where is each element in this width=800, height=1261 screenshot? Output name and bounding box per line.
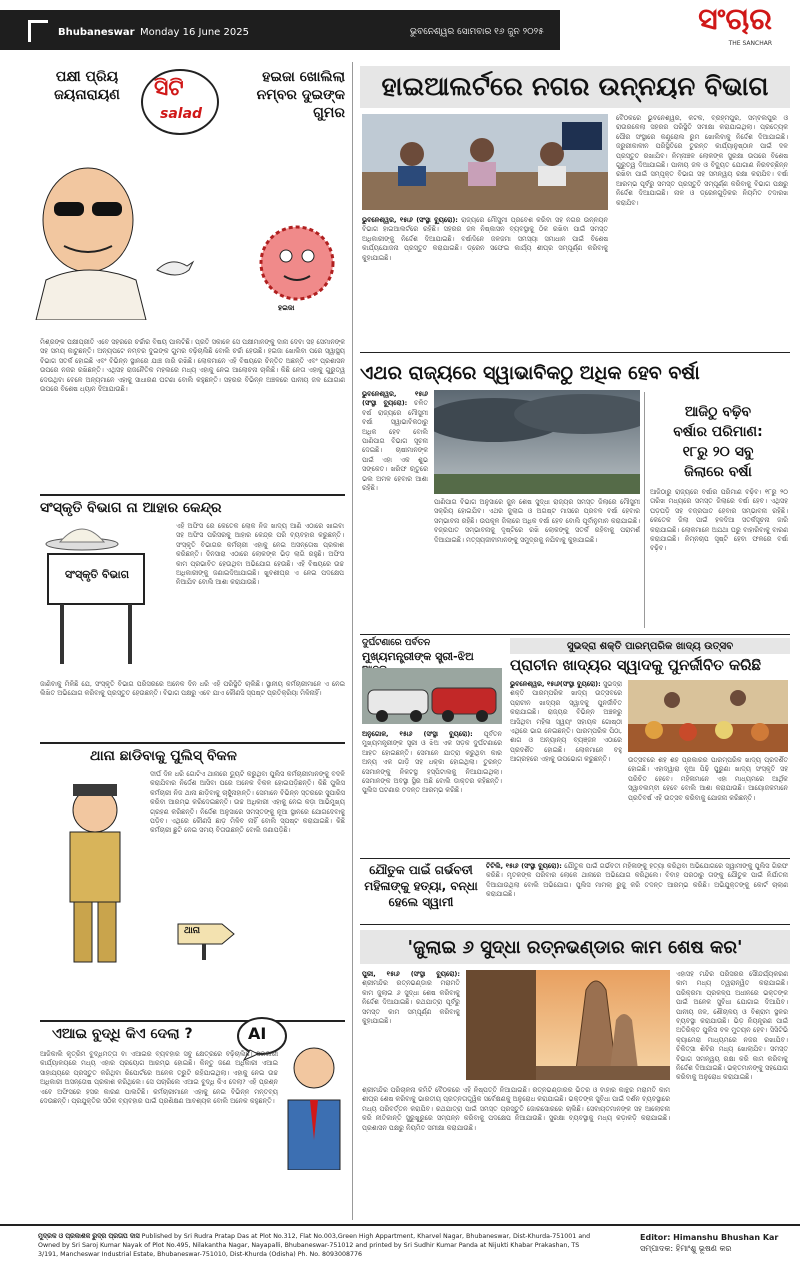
rain-divider xyxy=(644,392,645,628)
header-odia-date: ଭୁବନେଶ୍ୱର ସୋମବାର ୧୬ ଜୁନ ୨୦୨୫ xyxy=(410,27,544,37)
accident-photo xyxy=(362,668,502,724)
side-head-1: ଆଜିଠୁ ବଢ଼ିବ xyxy=(684,404,752,420)
ai-man-cartoon xyxy=(280,1040,348,1170)
sign-text: ସଂସ୍କୃତି ବିଭାଗ xyxy=(64,568,130,581)
urban-body-b: ବୈଠକରେ ଭୁବନେଶ୍ୱର, କଟକ, ବ୍ରହ୍ମପୁର, ସମ୍ବଲପୁର ଓ ରାଉରକେଲା ସହରର ପରିସ୍ଥିତି ସମୀକ୍ଷା କରାଯାଇଥିଲା। ପ୍ରତ୍ୟେକ ପୌର ସଂସ୍ଥାରେ କଣ୍ଟ୍ରୋଲ ରୁମ ଖୋଲିବାକୁ ନିର୍ଦ୍ଦେଶ ଦିଆଯାଇଛି। ଜରୁରୀକାଳୀନ ପରିସ୍ଥିତିରେ ତୁରନ୍ତ କାର୍ଯ୍ୟାନୁଷ୍ଠାନ ପାଇଁ ଦଳ ପ୍ରସ୍ତୁତ ରଖାଯିବ। ନିମ୍ନାଞ୍ଚଳ ଲୋକଙ୍କ ସୁରକ୍ଷା ଉପରେ ବିଶେଷ ଗୁରୁତ୍ୱ ଦିଆଯାଇଛି। ପାନୀୟ ଜଳ ଓ ବିଦ୍ୟୁତ ଯୋଗାଣ ନିରବଚ୍ଛିନ୍ନ ରଖିବା ପାଇଁ ସମ୍ପୃକ୍ତ ବିଭାଗ ସହ ସମନ୍ୱୟ ରକ୍ଷା କରାଯିବ। ବର୍ଷା ଆରମ୍ଭ ପୂର୍ବରୁ ସମସ୍ତ ପ୍ରସ୍ତୁତି ସମ୍ପୂର୍ଣ୍ଣ କରିବାକୁ ବିଭାଗ ପକ୍ଷରୁ ନିର୍ଦ୍ଦେଶ ଦିଆଯାଇଛି। ନାଳ ଓ ଡ୍ରେନଗୁଡ଼ିକର ନିୟମିତ ତଦାରଖ କରାଯିବ। xyxy=(616,114,788,207)
food-headline: ପ୍ରାଚୀନ ଖାଦ୍ୟର ସ୍ୱାଦକୁ ପୁନର୍ଜୀବିତ କରିଛି xyxy=(510,656,762,674)
rain-body-b: ପାଣିପାଗ ବିଭାଗ ଅନୁସାରେ ଜୁନ ଶେଷ ସୁଦ୍ଧା ରାଜ୍ୟର ସମସ୍ତ ଜିଲାରେ ମୌସୁମୀ ସକ୍ରିୟ ହୋଇଯିବ। ଏଥର ଜୁଲାଇ ଓ ଅଗଷ୍ଟ ମାସରେ ପ୍ରବଳ ବର୍ଷା ହେବାର ସମ୍ଭାବନା ରହିଛି। ଉପକୂଳ ଜିଲାରେ ଅଧିକ ବର୍ଷା ହେବ ବୋଲି ପୂର୍ବାନୁମାନ କରାଯାଇଛି। ବଜ୍ରପାତ ସମ୍ଭାବନାକୁ ଦୃଷ୍ଟିରେ ରଖି ଲୋକଙ୍କୁ ସତର୍କ ରହିବାକୁ ପରାମର୍ଶ ଦିଆଯାଇଛି। ମତ୍ସ୍ୟଜୀବୀମାନଙ୍କୁ ସମୁଦ୍ରକୁ ନଯିବାକୁ କୁହାଯାଇଛି। xyxy=(434,498,640,544)
side-head-3: ୧୮ରୁ ୨୦ ସବୁ xyxy=(682,444,754,460)
imprint-odia: ମୁଦ୍ରକ ଓ ପ୍ରକାଶକ ରୁଦ୍ର ପ୍ରତାପ ଦାସ xyxy=(38,1233,140,1240)
imprint-text: Published by Sri Rudra Pratap Das at Plot No.312, Flat No.003,Green High Appartment, Kharvel Nagar, Bhubaneswar, Dist-Khurda-751001 and Owned by Sri Saroj Kumar Nayak of Plot No.495, Nilakantha Nagar, Nayapalli, Bhubaneswar-751012 and printed by Sri Sudhir Kumar Panda at Nijukti Khabar Prakashan, TS 3/191, Mancheswar Industrial Estate, Bhubaneswar-751010, Dist-Khurda (Odisha) Ph. No. 8093008776 xyxy=(38,1233,591,1258)
meeting-photo xyxy=(362,114,608,210)
germ-icon xyxy=(252,218,342,318)
masthead xyxy=(560,0,800,55)
sec1-rule xyxy=(40,494,345,496)
sec4-body: ଆଜିକାଲି କୃତ୍ରିମ ବୁଦ୍ଧିମତ୍ତା ବା ଏଆଇର ବ୍ୟବହାର ସବୁ କ୍ଷେତ୍ରରେ ବଢ଼ିଚାଲିଛି। ସରକାରୀ କାର୍ଯ୍ୟାଳୟରେ ମଧ୍ୟ ଏହାର ପ୍ରୟୋଗ ଆରମ୍ଭ ହୋଇଛି। କିନ୍ତୁ ଜଣେ ଅଧିକାରୀ ଏଆଇ ସାହାଯ୍ୟରେ ପ୍ରସ୍ତୁତ କରିଥିବା ରିପୋର୍ଟରେ ଅନେକ ତ୍ରୁଟି ରହିଯାଇଥିଲା। ଏହାକୁ ନେଇ ଉଚ୍ଚ ଅଧିକାରୀ ଅସନ୍ତୋଷ ପ୍ରକାଶ କରିଥିଲେ। ସେ ପଚାରିଲେ ଏଆଇ ବୁଦ୍ଧି କିଏ ଦେଲା? ଏହି ପ୍ରଶ୍ନ ଏବେ ଅଫିସରେ ହସର କାରଣ ପାଲଟିଛି। କର୍ମଚାରୀମାନେ ଏହାକୁ ନେଇ ବିଭିନ୍ନ ମନ୍ତବ୍ୟ ଦେଉଛନ୍ତି। ପ୍ରଯୁକ୍ତିର ସଠିକ ବ୍ୟବହାର ପାଇଁ ପ୍ରଶିକ୍ଷଣ ଆବଶ୍ୟକ ବୋଲି ଅନେକ କହୁଛନ୍ତି। xyxy=(40,1050,278,1106)
cholera-germ-cartoon xyxy=(252,218,342,318)
haija-label: ହଇଜା xyxy=(278,304,295,312)
food-body-a: ଭୁବନେଶ୍ୱର, ୧୫ା୬(ସଂସ୍ଥା ବ୍ୟୁରୋ): ସୁଭଦ୍ରା ଶକ୍ତି ପାରମ୍ପରିକ ଖାଦ୍ୟ ଉତ୍ସବରେ ପ୍ରାଚୀନ ଖାଦ୍ୟର ସ୍ୱାଦକୁ ପୁନର୍ଜୀବିତ କରାଯାଇଛି। ରାଜ୍ୟର ବିଭିନ୍ନ ଅଞ୍ଚଳରୁ ଆସିଥିବା ମହିଳା ସ୍ୱୟଂ ସହାୟକ ଗୋଷ୍ଠୀ ଏଥିରେ ଭାଗ ନେଇଛନ୍ତି। ପାରମ୍ପରିକ ପିଠା, ଶାଗ ଓ ଅନ୍ୟାନ୍ୟ ବ୍ୟଞ୍ଜନ ଏଠାରେ ପ୍ରଦର୍ଶିତ ହୋଇଛି। ଲୋକମାନେ ବହୁ ଆଗ୍ରହରେ ଏହାକୁ ଉପଭୋଗ କରୁଛନ୍ତି। xyxy=(510,680,622,764)
sec1-title-right xyxy=(230,68,345,122)
paper-logo-icon xyxy=(28,20,48,42)
food-photo xyxy=(628,680,788,752)
sec2-title: ସଂସ୍କୃତି ବିଭାଗ ନା ଆହାର କେନ୍ଦ୍ର xyxy=(40,500,222,516)
city-salad-en: salad xyxy=(160,106,203,122)
man-cartoon-icon xyxy=(26,150,156,320)
sec2-rule xyxy=(40,742,345,744)
food-kicker: ସୁଭଦ୍ରା ଶକ୍ତି ପାରମ୍ପରିକ ଖାଦ୍ୟ ଉତ୍ସବ xyxy=(510,638,790,654)
signboard-icon xyxy=(46,548,146,668)
temple-body-b: ଶ୍ରୀମନ୍ଦିର ପରିଚାଳନା କମିଟି ବୈଠକରେ ଏହି ନିଷ୍ପତ୍ତି ନିଆଯାଇଛି। ରତ୍ନଭଣ୍ଡାରର ଭିତର ଓ ବାହାର କାନ୍ଥର ମରାମତି କାମ ଶୀଘ୍ର ଶେଷ କରିବାକୁ ଭାରତୀୟ ପ୍ରତ୍ନତାତ୍ତ୍ୱିକ ସର୍ବେକ୍ଷଣକୁ ଅନୁରୋଧ କରାଯାଇଛି। ଭକ୍ତଙ୍କ ସୁବିଧା ପାଇଁ ଦର୍ଶନ ବ୍ୟବସ୍ଥାରେ ମଧ୍ୟ ପରିବର୍ତ୍ତନ କରାଯିବ। ରଥଯାତ୍ରା ପାଇଁ ସମସ୍ତ ପ୍ରସ୍ତୁତି ଜୋରସୋରରେ ଚାଲିଛି। ସେବାୟତମାନଙ୍କ ସହ ଆଲୋଚନା କରି ନୀତିକାନ୍ତି ସୁରୁଖୁରୁରେ ସମ୍ପନ୍ନ କରିବାକୁ ପଦକ୍ଷେପ ନିଆଯାଉଛି। ସୁରକ୍ଷା ବ୍ୟବସ୍ଥାକୁ ମଧ୍ୟ କଡ଼ାକଡ଼ି କରାଯାଇଛି। ପ୍ରଶାସନ ପକ୍ଷରୁ ନିୟମିତ ସମୀକ୍ଷା କରାଯାଉଛି। xyxy=(362,1086,670,1132)
sec1-body: ମିଶ୍ରଙ୍କ ପକ୍ଷୀପ୍ରୀତି ଏବେ ସହରରେ ଚର୍ଚ୍ଚାର ବିଷୟ ପାଲଟିଛି। ପ୍ରତି ସକାଳେ ସେ ପକ୍ଷୀମାନଙ୍କୁ ଦାନା ଦେବା ସହ ସେମାନଙ୍କ ସହ ସମୟ କାଟୁଛନ୍ତି। ଅନ୍ୟପଟେ ନମ୍ବର ଦୁଇଙ୍କ ଗୁମର ବଢ଼ିଚାଲିଛି ବୋଲି ଚର୍ଚ୍ଚା ହେଉଛି। ହଇଜା ଖୋଲିବା ପରେ ସ୍ୱାସ୍ଥ୍ୟ ବିଭାଗ ସତର୍କ ହୋଇଛି ଏବଂ ବିଭିନ୍ନ ସ୍ଥାନରେ ଯାଞ୍ଚ ଜାରି ରଖିଛି। ଲୋକମାନେ ଏହି ବିଷୟରେ ଚିନ୍ତିତ ଅଛନ୍ତି ଏବଂ ପ୍ରଶାସନ ଉପରେ ନଜର ରଖିଛନ୍ତି। ଏଥିସହ ରାଜନୈତିକ ମହଲରେ ମଧ୍ୟ ଏହାକୁ ନେଇ ଆଲୋଚନା ଚାଲିଛି। କିଛି ନେତା ଏହାକୁ ଗୁରୁତ୍ୱ ଦେଉଥିବା ବେଳେ ଅନ୍ୟମାନେ ଏହାକୁ ସାଧାରଣ ଘଟଣା ବୋଲି କହୁଛନ୍ତି। ସହରର ବିଭିନ୍ନ ଅଞ୍ଚଳରେ ପାନୀୟ ଜଳ ଯୋଗାଣ ଉପରେ ବିଶେଷ ଧ୍ୟାନ ଦିଆଯାଉଛି। xyxy=(40,338,345,394)
sec3-body: ଦୀର୍ଘ ଦିନ ଧରି ଗୋଟିଏ ଥାନାରେ ଡ୍ୟୁଟି କରୁଥିବା ପୁଲିସ କର୍ମଚାରୀମାନଙ୍କୁ ବଦଳି କରାଯିବାର ନିର୍ଦ୍ଦେଶ ଆସିବା ପରେ ଅନେକ ବିକଳ ହୋଇପଡ଼ିଛନ୍ତି। କିଛି ପୁଲିସ କର୍ମଚାରୀ ନିଜ ଥାନା ଛାଡ଼ିବାକୁ ଚାହୁଁନାହାନ୍ତି। ସେମାନେ ବିଭିନ୍ନ ସ୍ତରରେ ସୁପାରିସ କରିବା ଆରମ୍ଭ କରିଦେଇଛନ୍ତି। ଉଚ୍ଚ ଅଧିକାରୀ ଏହାକୁ ନେଇ କଡ଼ା ଆଭିମୁଖ୍ୟ ଗ୍ରହଣ କରିଛନ୍ତି। ନିର୍ଦ୍ଦେଶ ଅନୁସାରେ ସମସ୍ତଙ୍କୁ ନୂଆ ସ୍ଥାନରେ ଯୋଗଦେବାକୁ ପଡ଼ିବ। ଏଥିରେ କୌଣସି ଛାଡ଼ ମିଳିବ ନାହିଁ ବୋଲି ସ୍ପଷ୍ଟ କରାଯାଇଛି। କିଛି କର୍ମଚାରୀ ଛୁଟି ନେଇ ସମୟ ବିତାଉଛନ୍ତି ବୋଲି ଜଣାପଡ଼ିଛି। xyxy=(150,770,345,835)
murder-headline xyxy=(362,862,480,910)
city-salad-logo xyxy=(140,68,220,140)
sec2-body-a: ଏହି ଅଫିସ ରେ କେତେକ ଲୋକ ନିଜ ଖାଦ୍ୟ ଆଣି ଏଠାରେ ଖାଇବା ସହ ଅଫିସ ପରିସରକୁ ଆହାର କେନ୍ଦ୍ର ପରି ବ୍ୟବହାର କରୁଛନ୍ତି। ସଂସ୍କୃତି ବିଭାଗର କର୍ମଚାରୀ ଏହାକୁ ନେଇ ଅସନ୍ତୋଷ ପ୍ରକାଶ କରିଛନ୍ତି। ଦିନସାରା ଏଠାରେ ଲୋକଙ୍କ ଭିଡ଼ ଲାଗି ରହୁଛି। ଅଫିସ କାମ ପ୍ରଭାବିତ ହେଉଥିବା ଅଭିଯୋଗ ହେଉଛି। ଏହି ବିଷୟରେ ଉଚ୍ଚ ଅଧିକାରୀଙ୍କୁ ଜଣାଇଦିଆଯାଇଛି। ଖୁବଶୀଘ୍ର ଏ ନେଇ ପଦକ୍ଷେପ ନିଆଯିବ ବୋଲି ଆଶା କରାଯାଉଛି। xyxy=(176,522,344,587)
policeman-icon xyxy=(40,770,150,970)
storm-photo xyxy=(434,390,640,494)
food-dateline: ଭୁବନେଶ୍ୱର, ୧୫ା୬(ସଂସ୍ଥା ବ୍ୟୁରୋ): xyxy=(510,680,601,688)
temple-body-a: ପୁରୀ, ୧୫ା୬ (ସଂସ୍ଥା ବ୍ୟୁରୋ): ଶ୍ରୀମନ୍ଦିର ରତ୍ନଭଣ୍ଡାର ମରାମତି କାମ ଜୁଲାଇ ୬ ସୁଦ୍ଧା ଶେଷ କରିବାକୁ ନିର୍ଦ୍ଦେଶ ଦିଆଯାଇଛି। ରଥଯାତ୍ରା ପୂର୍ବରୁ ସମସ୍ତ କାମ ସମ୍ପୂର୍ଣ୍ଣ କରିବାକୁ କୁହାଯାଇଛି। xyxy=(362,970,460,1026)
column-divider xyxy=(352,62,353,1220)
murder-dateline: ଟିଟିଲି, ୧୫ା୬ (ସଂସ୍ଥା ବ୍ୟୁରୋ): xyxy=(486,862,562,870)
temple-body-c: ଏହାସହ ମନ୍ଦିର ପରିସରର ସୌନ୍ଦର୍ଯ୍ୟକରଣ କାମ ମଧ୍ୟ ତ୍ୱରାନ୍ୱିତ କରାଯାଇଛି। ପରିକ୍ରମା ପ୍ରକଳ୍ପ ଅଧୀନରେ ଭକ୍ତଙ୍କ ପାଇଁ ଅନେକ ସୁବିଧା ଯୋଗାଇ ଦିଆଯିବ। ପାନୀୟ ଜଳ, ଶୌଚାଳୟ ଓ ବିଶ୍ରାମ ସ୍ଥଳର ବ୍ୟବସ୍ଥା କରାଯାଉଛି। ଭିଡ଼ ନିୟନ୍ତ୍ରଣ ପାଇଁ ଅତିରିକ୍ତ ପୁଲିସ ବଳ ମୁତୟନ ହେବ। ସିସିଟିଭି କ୍ୟାମେରା ମାଧ୍ୟମରେ ନଜର ରଖାଯିବ। ଚିକିତ୍ସା ଶିବିର ମଧ୍ୟ ଖୋଲାଯିବ। ସମସ୍ତ ବିଭାଗ ସମନ୍ୱୟ ରକ୍ଷା କରି କାମ କରିବାକୁ ନିର୍ଦ୍ଦେଶ ଦିଆଯାଇଛି। ଭକ୍ତମାନଙ୍କୁ ସହଯୋଗ କରିବାକୁ ଅନୁରୋଧ କରାଯାଇଛି। xyxy=(676,970,788,1082)
ai-label: AI xyxy=(248,1024,267,1043)
headline-urban-dept: ହାଇଆଲର୍ଟରେ ନଗର ଉନ୍ନୟନ ବିଭାଗ xyxy=(360,66,790,108)
murder-headline-3: ହେଲେ ସ୍ୱାମୀ xyxy=(388,895,454,909)
editor-en: Editor: Himanshu Bhushan Kar xyxy=(640,1233,779,1242)
imprint xyxy=(38,1232,598,1259)
suited-man-icon xyxy=(280,1040,348,1170)
sec1-title-b: ଜୟନାରାୟଣ xyxy=(54,87,120,103)
rain-dateline: ଭୁବନେଶ୍ୱର, ୧୫ା୬ (ସଂସ୍ଥା ବ୍ୟୁରୋ): xyxy=(362,390,428,408)
accident-headline: ମୁଖ୍ୟମନ୍ତ୍ରୀଙ୍କ ସ୍ତ୍ରୀ-ଝିଅ xyxy=(362,650,474,663)
caricature-man xyxy=(26,150,156,320)
rain-side-body: ଆଜିଠାରୁ ରାଜ୍ୟରେ ବର୍ଷାର ପରିମାଣ ବଢ଼ିବ। ୧୮ରୁ ୨୦ ତାରିଖ ମଧ୍ୟରେ ସମସ୍ତ ଜିଲାରେ ବର୍ଷା ହେବ। ଏଥିସହ ଘଡ଼ଘଡ଼ି ସହ ବଜ୍ରପାତ ହେବାର ସମ୍ଭାବନା ରହିଛି। କେତେକ ଜିଲା ପାଇଁ ହଳଦିଆ ସତର୍କସୂଚନା ଜାରି କରାଯାଇଛି। ଲୋକମାନେ ଅଯଥା ଘରୁ ବାହାରିବାକୁ ବାରଣ କରାଯାଇଛି। ନିମ୍ନଚାପ ସୃଷ୍ଟି ହେବା ଫଳରେ ବର୍ଷା ବଢ଼ିବ। xyxy=(650,488,788,553)
urban-body-a: ଭୁବନେଶ୍ୱର, ୧୫ା୬ (ସଂସ୍ଥା ବ୍ୟୁରୋ): ରାଜ୍ୟରେ ମୌସୁମୀ ପ୍ରବେଶ କରିବା ସହ ନଗର ଉନ୍ନୟନ ବିଭାଗ ହାଇଆଲର୍ଟରେ ରହିଛି। ସହରର ଜଳ ନିଷ୍କାସନ ବ୍ୟବସ୍ଥାକୁ ଠିକ ରଖିବା ପାଇଁ ସମସ୍ତ ଅଧିକାରୀଙ୍କୁ ନିର୍ଦ୍ଦେଶ ଦିଆଯାଇଛି। ବର୍ଷାଦିନେ ଜଳଜମା ସମସ୍ୟା ସମାଧାନ ପାଇଁ ବିଶେଷ କାର୍ଯ୍ୟଯୋଜନା ପ୍ରସ୍ତୁତ କରାଯାଇଛି। ଡ୍ରେନ ସଫେଇ କାର୍ଯ୍ୟ ଶୀଘ୍ର ସମ୍ପୂର୍ଣ୍ଣ କରିବାକୁ କୁହାଯାଇଛି। xyxy=(362,216,608,262)
temple-icon xyxy=(466,970,670,1080)
thana-sign-text: ଥାନା xyxy=(184,926,201,936)
side-head-2: ବର୍ଷାର ପରିମାଣ: xyxy=(673,424,763,440)
editor-odia: ସମ୍ପାଦକ: ହିମାଂଶୁ ଭୂଷଣ କର xyxy=(640,1244,732,1253)
masthead-title: ସଂଚାର xyxy=(698,2,772,37)
damaged-cars-icon xyxy=(362,668,502,724)
rain-side-head xyxy=(648,402,788,482)
storm-clouds-icon xyxy=(434,390,640,494)
sec1-title-c: ହଇଜା ଖୋଲିଲା xyxy=(262,69,345,85)
masthead-subtitle: THE SANCHAR xyxy=(728,40,772,47)
culture-dept-sign xyxy=(46,548,146,668)
sec1-title-a: ପକ୍ଷୀ ପ୍ରିୟ xyxy=(55,69,119,85)
murder-headline-2: ମହିଳାଙ୍କୁ ହତ୍ୟା, ବନ୍ଧା xyxy=(364,879,478,893)
sec2-body-b: ଜାଣିବାକୁ ମିଳିଛି ଯେ, ସଂସ୍କୃତି ବିଭାଗ ପରିସରରେ ଅନେକ ଦିନ ଧରି ଏହି ପରିସ୍ଥିତି ଚାଲିଛି। ସ୍ଥାନୀୟ କର୍ମଚାରୀମାନେ ଏ ନେଇ ଲିଖିତ ଅଭିଯୋଗ କରିବାକୁ ପ୍ରସ୍ତୁତ ହେଉଛନ୍ତି। ବିଭାଗ ପକ୍ଷରୁ ଏବେ ଯାଏ କୌଣସି ସ୍ପଷ୍ଟ ପ୍ରତିକ୍ରିୟା ମିଳିନାହିଁ। xyxy=(40,680,345,698)
food-body-b: ଉତ୍ସବରେ ଶହ ଶହ ପ୍ରକାରର ପାରମ୍ପରିକ ଖାଦ୍ୟ ପ୍ରଦର୍ଶିତ ହୋଇଛି। ଏହାଦ୍ୱାରା ନୂଆ ପିଢ଼ି ପୁରୁଣା ଖାଦ୍ୟ ସଂସ୍କୃତି ସହ ପରିଚିତ ହେବେ। ମହିଳାମାନେ ଏହା ମାଧ୍ୟମରେ ଆର୍ଥିକ ସ୍ୱାବଲମ୍ବୀ ହେବେ ବୋଲି ଆଶା କରାଯାଉଛି। ଆୟୋଜକମାନେ ପ୍ରତିବର୍ଷ ଏହି ଉତ୍ସବ କରିବାକୁ ଯୋଜନା କରିଛନ୍ତି। xyxy=(628,756,788,802)
editor-block xyxy=(640,1232,778,1254)
temple-dateline: ପୁରୀ, ୧୫ା୬ (ସଂସ୍ଥା ବ୍ୟୁରୋ): xyxy=(362,970,460,978)
sec1-title-left xyxy=(42,68,132,104)
urban-dateline: ଭୁବନେଶ୍ୱର, ୧୫ା୬ (ସଂସ୍ଥା ବ୍ୟୁରୋ): xyxy=(362,216,458,224)
police-cartoon xyxy=(40,770,150,970)
rain-body-a: ଭୁବନେଶ୍ୱର, ୧୫ା୬ (ସଂସ୍ଥା ବ୍ୟୁରୋ): ଚଳିତ ବର୍ଷ ରାଜ୍ୟରେ ମୌସୁମୀ ବର୍ଷା ସ୍ୱାଭାବିକଠାରୁ ଅଧିକ ହେବ ବୋଲି ପାଣିପାଗ ବିଭାଗ ସୂଚନା ଦେଇଛି। ଚାଷୀମାନଙ୍କ ପାଇଁ ଏହା ଏକ ଶୁଭ ସଙ୍କେତ। ଖରିଫ ଋତୁରେ ଭଲ ଅମଳ ହେବାର ଆଶା ରହିଛି। xyxy=(362,390,428,493)
header-city: Bhubaneswar xyxy=(58,27,135,38)
meeting-scene-icon xyxy=(362,114,608,210)
side-head-4: ଜିଲାରେ ବର୍ଷା xyxy=(684,464,752,480)
murder-headline-1: ଯୌତୁକ ପାଇଁ ଗର୍ଭବତୀ xyxy=(369,863,473,877)
sec1-title-d: ନମ୍ବର ଦୁଇଙ୍କ xyxy=(256,87,345,103)
food-stall-icon xyxy=(628,680,788,752)
top-story-rule xyxy=(360,352,790,353)
header-date: Monday 16 June 2025 xyxy=(140,27,249,38)
accident-body: ଅନୁଗୋଳ, ୧୫ା୬ (ସଂସ୍ଥା ବ୍ୟୁରୋ): ପୂର୍ବତନ ମୁଖ୍ୟମନ୍ତ୍ରୀଙ୍କ ସ୍ତ୍ରୀ ଓ ଝିଅ ଏକ ସଡ଼କ ଦୁର୍ଘଟଣାରେ ଆହତ ହୋଇଛନ୍ତି। ସେମାନେ ଯାତ୍ରା କରୁଥିବା କାର ଅନ୍ୟ ଏକ ଗାଡ଼ି ସହ ଧକ୍କା ହୋଇଥିଲା। ତୁରନ୍ତ ସେମାନଙ୍କୁ ନିକଟସ୍ଥ ହସ୍ପିଟାଲକୁ ନିଆଯାଇଥିଲା। ସେମାନଙ୍କ ଅବସ୍ଥା ସ୍ଥିର ଅଛି ବୋଲି ଡାକ୍ତର କହିଛନ୍ତି। ପୁଲିସ ଘଟଣାର ତଦନ୍ତ ଆରମ୍ଭ କରିଛି। xyxy=(362,730,502,795)
sec1-title-e: ଗୁମର xyxy=(313,105,345,121)
temple-photo xyxy=(466,970,670,1080)
accident-dateline: ଅନୁଗୋଳ, ୧୫ା୬ (ସଂସ୍ଥା ବ୍ୟୁରୋ): xyxy=(362,730,473,738)
sec3-title: ଥାନା ଛାଡିବାକୁ ପୁଲିସ୍ ବିକଳ xyxy=(90,748,237,764)
accident-kicker: ଦୁର୍ଘଟଣାରେ ପର୍ବତନ xyxy=(362,638,431,648)
murder-body: ଟିଟିଲି, ୧୫ା୬ (ସଂସ୍ଥା ବ୍ୟୁରୋ): ଯୌତୁକ ପାଇଁ ଗର୍ଭବତୀ ମହିଳାଙ୍କୁ ହତ୍ୟା କରିଥିବା ଅଭିଯୋଗରେ ସ୍ୱାମୀଙ୍କୁ ପୁଲିସ ଗିରଫ କରିଛି। ମୃତକଙ୍କ ପରିବାର ଲୋକେ ଥାନାରେ ଅଭିଯୋଗ କରିଥିଲେ। ବିବାହ ପରଠାରୁ ତାଙ୍କୁ ଯୌତୁକ ପାଇଁ ନିର୍ଯାତନା ଦିଆଯାଉଥିଲା ବୋଲି ଅଭିଯୋଗ। ପୁଲିସ ମାମଲା ରୁଜୁ କରି ତଦନ୍ତ ଆରମ୍ଭ କରିଛି। ଅଭିଯୁକ୍ତଙ୍କୁ କୋର୍ଟ ଚାଲାଣ କରାଯାଇଛି। xyxy=(486,862,788,899)
headline-rain: ଏଥର ରାଜ୍ୟରେ ସ୍ୱାଭାବିକଠୁ ଅଧିକ ହେବ ବର୍ଷା xyxy=(360,362,700,384)
city-salad-odia: ସିଟି xyxy=(154,76,184,101)
sec3-rule xyxy=(40,1020,345,1022)
mid-story-rule xyxy=(360,634,790,635)
temple-headline: 'ଜୁଲାଇ ୬ ସୁଦ୍ଧା ରତ୍ନଭଣ୍ଡାର କାମ ଶେଷ କର' xyxy=(360,930,790,964)
sec4-title: ଏଆଇ ବୁଦ୍ଧି କିଏ ଦେଲା ? xyxy=(52,1026,193,1042)
bird-icon xyxy=(155,252,195,282)
murder-rule xyxy=(360,924,790,925)
accident-rule xyxy=(360,858,790,859)
